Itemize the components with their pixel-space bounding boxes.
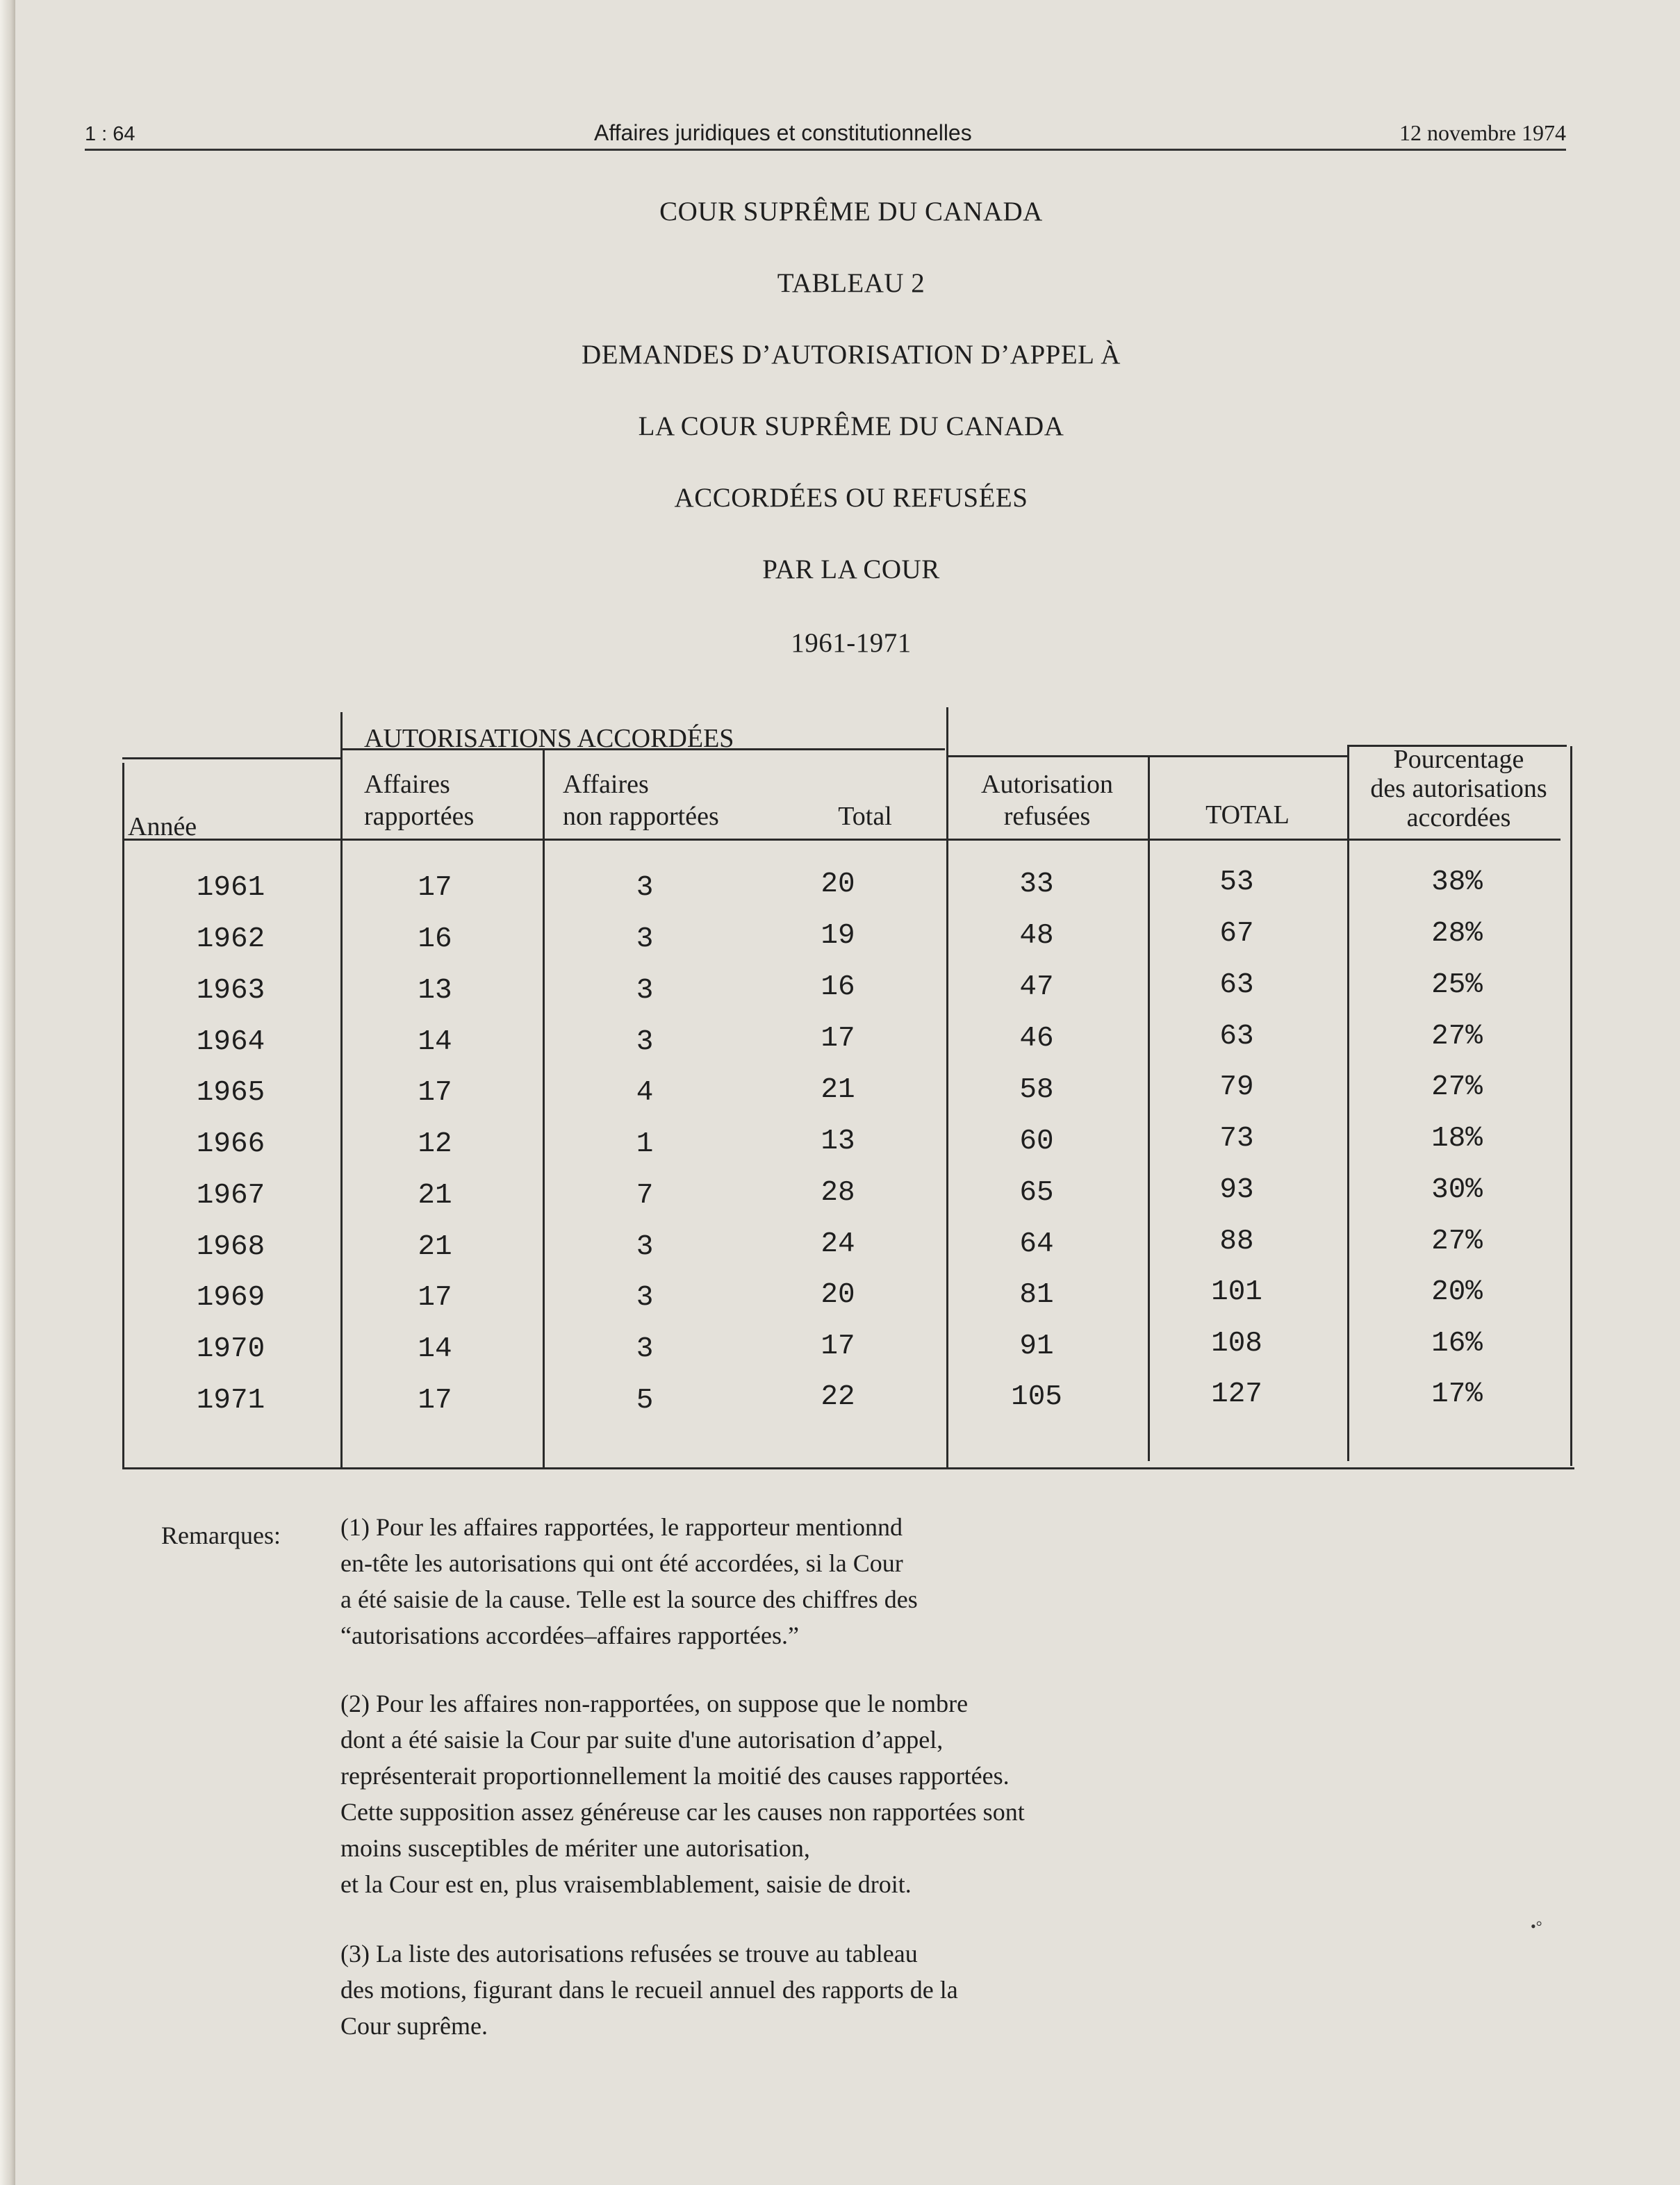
cell-year: 1969 xyxy=(196,1282,265,1314)
remark-line: (2) Pour les affaires non-rapportées, on suppose que le nombre xyxy=(340,1690,969,1717)
cell-total: 19 xyxy=(821,920,855,952)
remark-line: en-tête les autorisations qui ont été accordées, si la Cour xyxy=(340,1549,903,1577)
cell-year: 1971 xyxy=(196,1385,265,1417)
remark-line: représenterait proportionnellement la moitié des causes rapportées. xyxy=(340,1762,1010,1790)
cell-unreported: 3 xyxy=(636,1231,654,1263)
cell-reported: 21 xyxy=(418,1180,452,1212)
cell-reported: 17 xyxy=(418,1077,452,1109)
remark-line: dont a été saisie la Cour par suite d'une autorisation d’appel, xyxy=(340,1726,944,1754)
cell-percentage: 20% xyxy=(1431,1276,1483,1308)
cell-unreported: 5 xyxy=(636,1385,654,1417)
cell-unreported: 3 xyxy=(636,1282,654,1314)
column-header-reported xyxy=(347,768,514,832)
cell-year: 1962 xyxy=(196,923,265,955)
table-top-rule xyxy=(946,755,1347,757)
remark-line: moins susceptibles de mériter une autorisation, xyxy=(340,1834,810,1862)
column-header-refused xyxy=(946,768,1148,832)
remark-note-1 xyxy=(340,1509,1355,1654)
title-line: TABLEAU 2 xyxy=(777,268,925,298)
title-line: COUR SUPRÊME DU CANADA xyxy=(659,197,1043,226)
cell-refused: 48 xyxy=(1019,920,1054,952)
column-rule xyxy=(340,712,343,1469)
column-header-unreported xyxy=(549,768,750,832)
cell-percentage: 18% xyxy=(1431,1123,1483,1155)
cell-percentage: 30% xyxy=(1431,1174,1483,1206)
cell-grand-total: 63 xyxy=(1219,969,1254,1001)
header-line: accordées xyxy=(1406,803,1511,832)
cell-unreported: 4 xyxy=(636,1077,654,1109)
cell-refused: 81 xyxy=(1019,1279,1054,1311)
cell-unreported: 7 xyxy=(636,1180,654,1212)
remark-line: (3) La liste des autorisations refusées se trouve au tableau xyxy=(340,1940,918,1968)
remark-line: et la Cour est en, plus vraisemblablement, saisie de droit. xyxy=(340,1870,912,1898)
remark-note-3 xyxy=(340,1936,1355,2044)
header-line: Pourcentage xyxy=(1393,745,1524,774)
header-line: Affaires xyxy=(364,770,450,799)
column-header-percentage xyxy=(1347,745,1570,832)
ink-speck: •° xyxy=(1531,1918,1542,1935)
title-line: PAR LA COUR xyxy=(762,554,940,584)
cell-reported: 12 xyxy=(418,1128,452,1160)
cell-grand-total: 127 xyxy=(1211,1378,1262,1410)
cell-grand-total: 88 xyxy=(1219,1226,1254,1258)
cell-year: 1963 xyxy=(196,975,265,1007)
group-header-authorizations-granted: AUTORISATIONS ACCORDÉES xyxy=(364,724,734,753)
cell-refused: 47 xyxy=(1019,971,1054,1003)
cell-year: 1968 xyxy=(196,1231,265,1263)
cell-total: 13 xyxy=(821,1126,855,1157)
header-line: rapportées xyxy=(364,802,475,831)
remark-line: Cour suprême. xyxy=(340,2012,488,2040)
header-bottom-rule xyxy=(122,839,1560,841)
cell-grand-total: 93 xyxy=(1219,1174,1254,1206)
remark-note-2 xyxy=(340,1685,1355,1902)
cell-reported: 21 xyxy=(418,1231,452,1263)
column-rule xyxy=(1570,746,1572,1466)
column-header-total: Total xyxy=(838,802,892,831)
cell-total: 22 xyxy=(821,1381,855,1413)
title-line: DEMANDES D’AUTORISATION D’APPEL À xyxy=(582,340,1121,370)
cell-unreported: 3 xyxy=(636,975,654,1007)
cell-percentage: 25% xyxy=(1431,969,1483,1001)
header-line: des autorisations xyxy=(1370,774,1547,803)
cell-total: 24 xyxy=(821,1228,855,1260)
cell-total: 21 xyxy=(821,1074,855,1106)
cell-grand-total: 53 xyxy=(1219,866,1254,898)
remark-line: “autorisations accordées–affaires rapportées.” xyxy=(340,1622,800,1649)
column-rule xyxy=(1347,745,1349,1461)
header-line: Affaires xyxy=(563,770,649,799)
remark-line: a été saisie de la cause. Telle est la source des chiffres des xyxy=(340,1585,918,1613)
cell-refused: 46 xyxy=(1019,1023,1054,1055)
cell-refused: 58 xyxy=(1019,1074,1054,1106)
header-line: Autorisation xyxy=(981,770,1113,799)
cell-unreported: 3 xyxy=(636,1333,654,1365)
cell-year: 1966 xyxy=(196,1128,265,1160)
title-line: ACCORDÉES OU REFUSÉES xyxy=(674,483,1028,513)
cell-refused: 105 xyxy=(1011,1381,1062,1413)
cell-year: 1970 xyxy=(196,1333,265,1365)
cell-refused: 91 xyxy=(1019,1330,1054,1362)
cell-year: 1965 xyxy=(196,1077,265,1109)
cell-percentage: 27% xyxy=(1431,1226,1483,1258)
publication-date: 12 novembre 1974 xyxy=(1399,120,1566,145)
cell-percentage: 27% xyxy=(1431,1021,1483,1053)
publication-title: Affaires juridiques et constitutionnelles xyxy=(594,120,972,145)
page-number: 1 : 64 xyxy=(85,123,135,145)
cell-total: 16 xyxy=(821,971,855,1003)
cell-percentage: 28% xyxy=(1431,918,1483,950)
column-header-year: Année xyxy=(128,812,197,841)
column-rule xyxy=(1148,755,1150,1461)
remark-line: Cette supposition assez généreuse car les causes non rapportées sont xyxy=(340,1798,1025,1826)
cell-refused: 60 xyxy=(1019,1126,1054,1157)
header-line: non rapportées xyxy=(563,802,719,831)
cell-reported: 13 xyxy=(418,975,452,1007)
remarks-label: Remarques: xyxy=(161,1522,281,1549)
remark-line: des motions, figurant dans le recueil annuel des rapports de la xyxy=(340,1976,958,2004)
cell-total: 20 xyxy=(821,1279,855,1311)
cell-year: 1961 xyxy=(196,872,265,904)
cell-refused: 64 xyxy=(1019,1228,1054,1260)
cell-unreported: 3 xyxy=(636,1026,654,1058)
cell-year: 1964 xyxy=(196,1026,265,1058)
cell-refused: 33 xyxy=(1019,868,1054,900)
table-top-rule xyxy=(122,757,342,759)
cell-unreported: 1 xyxy=(636,1128,654,1160)
cell-percentage: 16% xyxy=(1431,1328,1483,1360)
cell-reported: 17 xyxy=(418,1385,452,1417)
cell-total: 20 xyxy=(821,868,855,900)
cell-percentage: 27% xyxy=(1431,1071,1483,1103)
title-line: LA COUR SUPRÊME DU CANADA xyxy=(638,411,1064,441)
cell-reported: 16 xyxy=(418,923,452,955)
cell-total: 28 xyxy=(821,1177,855,1209)
cell-reported: 17 xyxy=(418,1282,452,1314)
cell-grand-total: 73 xyxy=(1219,1123,1254,1155)
cell-refused: 65 xyxy=(1019,1177,1054,1209)
cell-reported: 14 xyxy=(418,1333,452,1365)
cell-reported: 14 xyxy=(418,1026,452,1058)
cell-percentage: 17% xyxy=(1431,1378,1483,1410)
cell-grand-total: 79 xyxy=(1219,1071,1254,1103)
cell-unreported: 3 xyxy=(636,923,654,955)
column-rule xyxy=(543,750,545,1469)
cell-percentage: 38% xyxy=(1431,866,1483,898)
cell-grand-total: 108 xyxy=(1211,1328,1262,1360)
cell-reported: 17 xyxy=(418,872,452,904)
cell-grand-total: 63 xyxy=(1219,1021,1254,1053)
column-header-grand-total: TOTAL xyxy=(1205,800,1290,830)
remark-line: (1) Pour les affaires rapportées, le rapporteur mentionnd xyxy=(340,1513,903,1541)
cell-unreported: 3 xyxy=(636,872,654,904)
header-line: refusées xyxy=(1003,802,1091,831)
column-rule xyxy=(122,763,124,1469)
title-line: 1961-1971 xyxy=(791,628,912,658)
cell-total: 17 xyxy=(821,1023,855,1055)
cell-grand-total: 101 xyxy=(1211,1276,1262,1308)
cell-year: 1967 xyxy=(196,1180,265,1212)
cell-grand-total: 67 xyxy=(1219,918,1254,950)
cell-total: 17 xyxy=(821,1330,855,1362)
